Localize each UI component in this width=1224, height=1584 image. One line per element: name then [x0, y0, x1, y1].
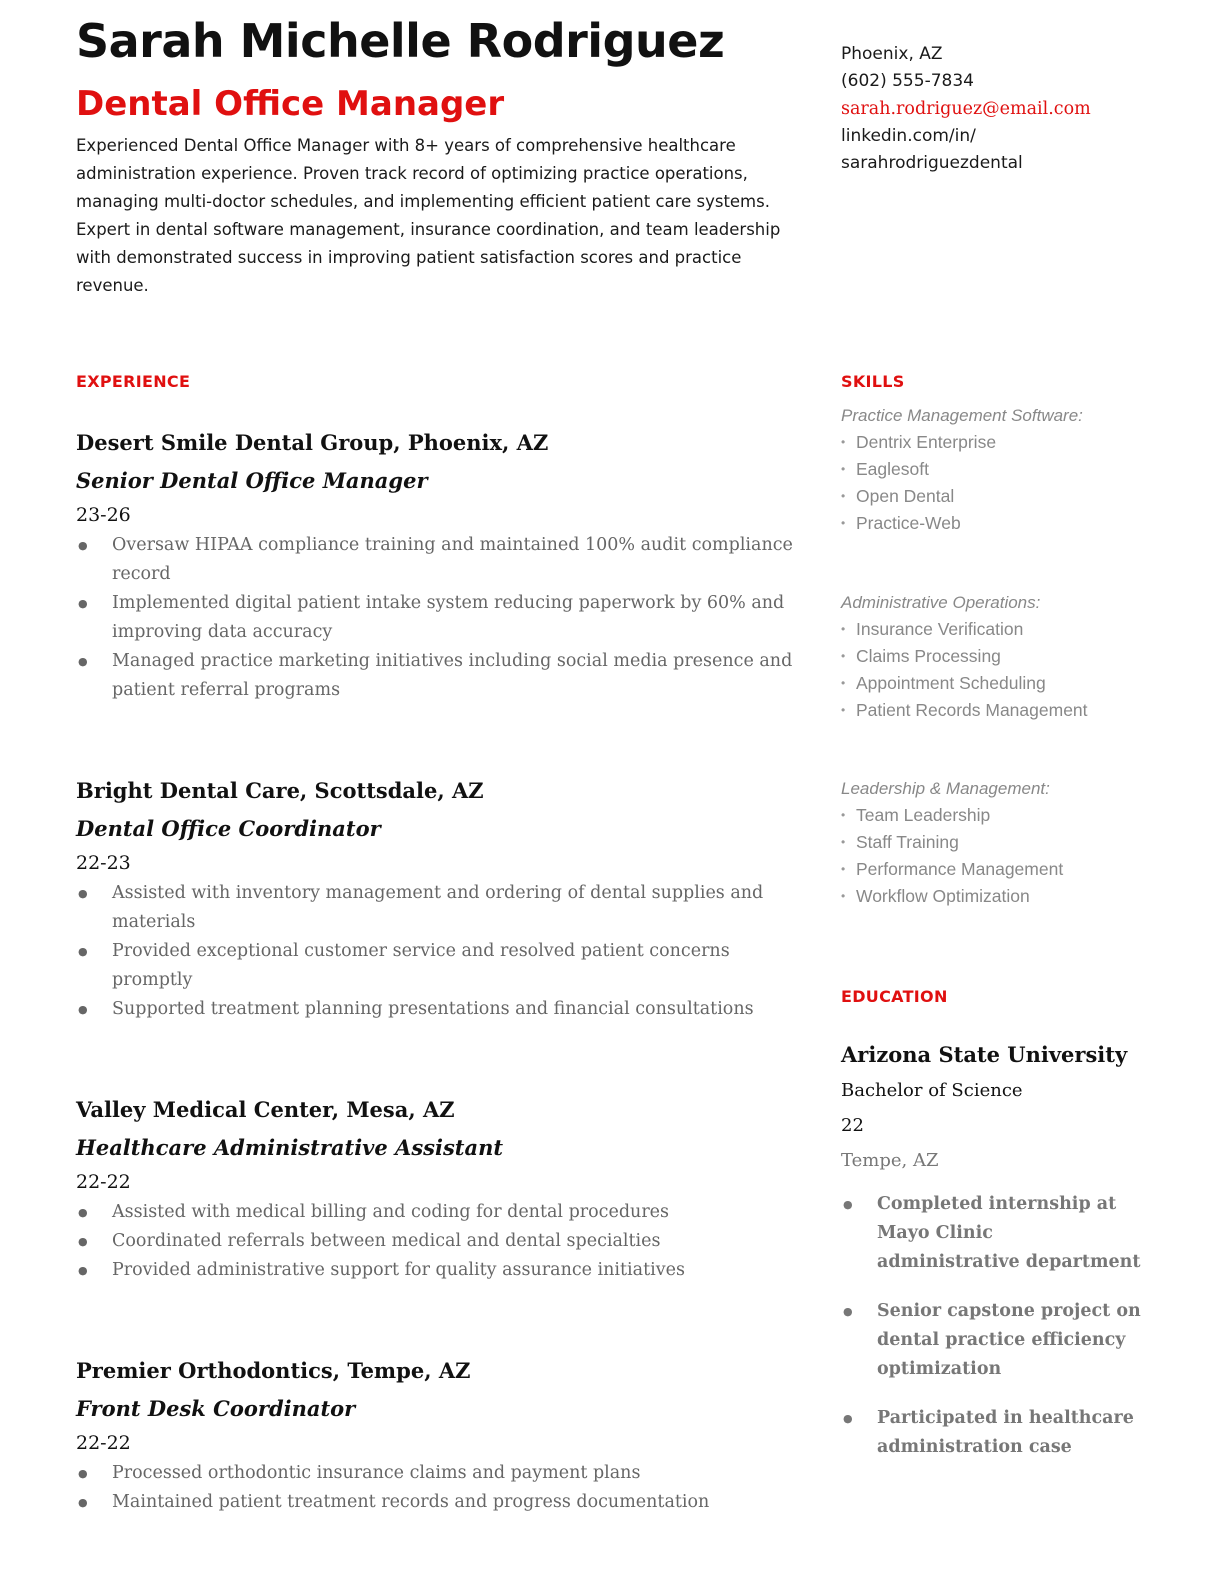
contact-email-link[interactable]: sarah.rodriguez@email.com: [841, 98, 1091, 119]
experience-entry: [76, 1350, 796, 1517]
job-bullets: [76, 1459, 796, 1517]
job-company: Valley Medical Center, Mesa, AZ: [76, 1097, 455, 1122]
job-bullet: ● Processed orthodontic insurance claims and payment plans: [76, 1459, 796, 1488]
skills-heading: SKILLS: [841, 372, 905, 391]
candidate-name: Sarah Michelle Rodriguez: [76, 14, 725, 68]
skill-item: • Patient Records Management: [841, 697, 1171, 724]
skill-item: • Staff Training: [841, 829, 1171, 856]
job-title: Dental Office Coordinator: [76, 816, 381, 841]
education-location: Tempe, AZ: [841, 1150, 939, 1171]
education-entry: [841, 1037, 1141, 1482]
job-bullets: [76, 1198, 796, 1285]
education-heading: EDUCATION: [841, 987, 948, 1006]
contact-linkedin-line-2: sarahrodriguezdental: [841, 153, 1023, 174]
contact-phone: (602) 555-7834: [841, 71, 974, 92]
contact-linkedin-link[interactable]: [841, 123, 1171, 178]
contact-block: [841, 41, 1171, 177]
experience-entry: [76, 422, 796, 705]
skill-item: • Claims Processing: [841, 643, 1171, 670]
skill-item: • Workflow Optimization: [841, 883, 1171, 910]
job-bullets: [76, 531, 796, 705]
skill-item: • Team Leadership: [841, 802, 1171, 829]
job-bullet: ● Oversaw HIPAA compliance training and maintained 100% audit compliance record: [76, 531, 796, 589]
skill-item: • Appointment Scheduling: [841, 670, 1171, 697]
skill-category: Administrative Operations:: [841, 593, 1041, 612]
job-bullet: ● Assisted with medical billing and coding for dental procedures: [76, 1198, 796, 1227]
skill-list: [841, 616, 1171, 724]
skill-item: • Practice-Web: [841, 510, 1171, 537]
education-bullet: ● Senior capstone project on dental practice efficiency optimization: [841, 1297, 1141, 1384]
education-bullet: ● Completed internship at Mayo Clinic administrative department: [841, 1190, 1141, 1277]
skill-category: Practice Management Software:: [841, 406, 1083, 425]
job-bullet: ● Provided exceptional customer service and resolved patient concerns promptly: [76, 937, 796, 995]
experience-entry: [76, 1089, 796, 1285]
job-company: Premier Orthodontics, Tempe, AZ: [76, 1358, 471, 1383]
education-degree: Bachelor of Science: [841, 1080, 1023, 1101]
job-role-title: Dental Office Manager: [76, 84, 505, 124]
job-bullet: ● Managed practice marketing initiatives including social media presence and patient referral programs: [76, 647, 796, 705]
job-bullet: ● Supported treatment planning presentations and financial consultations: [76, 995, 796, 1024]
skill-group: [841, 775, 1171, 910]
job-bullets: [76, 879, 796, 1024]
job-company: Bright Dental Care, Scottsdale, AZ: [76, 778, 484, 803]
skill-item: • Open Dental: [841, 483, 1171, 510]
job-title: Healthcare Administrative Assistant: [76, 1135, 504, 1160]
skill-item: • Eaglesoft: [841, 456, 1171, 483]
job-dates: 22-23: [76, 852, 131, 874]
job-bullet: ● Provided administrative support for quality assurance initiatives: [76, 1256, 796, 1285]
skill-group: [841, 402, 1171, 537]
skill-list: [841, 429, 1171, 537]
skill-item: • Dentrix Enterprise: [841, 429, 1171, 456]
skill-category: Leadership & Management:: [841, 779, 1050, 798]
skill-list: [841, 802, 1171, 910]
skill-item: • Insurance Verification: [841, 616, 1171, 643]
job-bullet: ● Maintained patient treatment records and progress documentation: [76, 1488, 796, 1517]
job-dates: 22-22: [76, 1171, 131, 1193]
job-title: Front Desk Coordinator: [76, 1396, 356, 1421]
job-bullet: ● Assisted with inventory management and ordering of dental supplies and materials: [76, 879, 796, 937]
job-bullet: ● Implemented digital patient intake system reducing paperwork by 60% and improving data accuracy: [76, 589, 796, 647]
education-year: 22: [841, 1115, 864, 1136]
experience-heading: EXPERIENCE: [76, 372, 191, 391]
experience-entry: [76, 770, 796, 1024]
job-company: Desert Smile Dental Group, Phoenix, AZ: [76, 430, 549, 455]
education-school: Arizona State University: [841, 1042, 1128, 1067]
contact-location: Phoenix, AZ: [841, 44, 943, 64]
job-title: Senior Dental Office Manager: [76, 468, 428, 493]
job-dates: 22-22: [76, 1432, 131, 1454]
contact-linkedin-line-1: linkedin.com/in/: [841, 125, 976, 146]
education-bullets: [841, 1190, 1141, 1462]
professional-summary: Experienced Dental Office Manager with 8+ years of comprehensive healthcare administration experience. Proven track record of optimizing practice operations, managing multi-doctor schedules, and implementing efficient patient care systems. Expert in dental software management, insurance coordination, and team leadership with demonstrated success in improving patient satisfaction scores and practice revenue.: [76, 136, 781, 295]
skill-item: • Performance Management: [841, 856, 1171, 883]
skill-group: [841, 589, 1171, 724]
education-bullet: ● Participated in healthcare administration case: [841, 1404, 1141, 1462]
job-bullet: ● Coordinated referrals between medical and dental specialties: [76, 1227, 796, 1256]
job-dates: 23-26: [76, 504, 131, 526]
